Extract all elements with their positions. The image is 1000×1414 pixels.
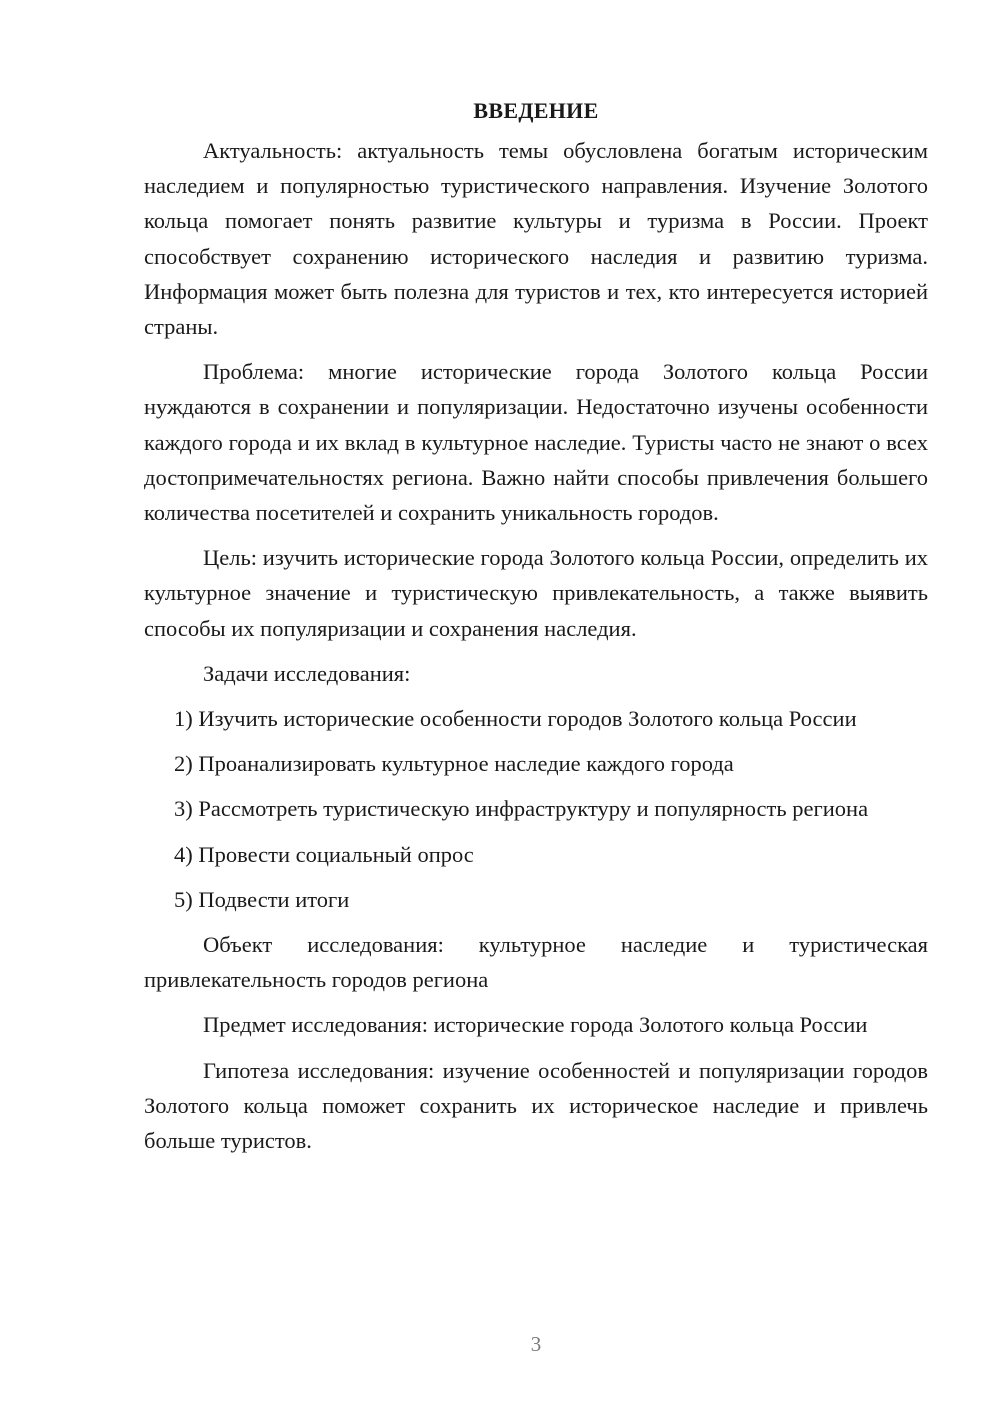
research-subject-paragraph: Предмет исследования: исторические города Золотого кольца России <box>203 1012 868 1038</box>
problem-paragraph: Проблема: многие исторические города Золотого кольца России нуждаются в сохранении и популяризации. Недостаточно изучены особенности каждого города и их вклад в культурное наследие. Туристы часто не знают о всех достопримечательностях региона. Важно найти способы привлечения большего количества посетителей и сохранить уникальность городов. <box>144 359 928 526</box>
hypothesis-paragraph: Гипотеза исследования: изучение особенностей и популяризации городов Золотого кольца поможет сохранить их историческое наследие и привлечь больше туристов. <box>144 1057 928 1154</box>
relevance-paragraph: Актуальность: актуальность темы обусловлена богатым историческим наследием и популярностью туристического направления. Изучение Золотого кольца помогает понять развитие культуры и туризма в России. Проект способствует сохранению исторического наследия и развитию туризма. Информация может быть полезна для туристов и тех, кто интересуется историей страны. <box>144 138 928 340</box>
page-number: 3 <box>530 1332 542 1356</box>
goal-paragraph: Цель: изучить исторические города Золотого кольца России, определить их культурное значение и туристическую привлекательность, а также выявить способы их популяризации и сохранения наследия. <box>144 545 928 641</box>
document-page <box>144 96 928 1168</box>
task-item-5: 5) Подвести итоги <box>174 886 350 912</box>
task-item-4: 4) Провести социальный опрос <box>174 841 474 867</box>
task-item-3: 3) Рассмотреть туристическую инфраструктуру и популярность региона <box>174 796 869 822</box>
research-object-paragraph: Объект исследования: культурное наследие и туристическая привлекательность городов региона <box>144 932 928 993</box>
task-item-1: 1) Изучить исторические особенности городов Золотого кольца России <box>174 706 857 732</box>
tasks-heading: Задачи исследования: <box>203 660 411 686</box>
document-title: ВВЕДЕНИЕ <box>473 98 599 123</box>
task-item-2: 2) Проанализировать культурное наследие каждого города <box>174 751 734 777</box>
